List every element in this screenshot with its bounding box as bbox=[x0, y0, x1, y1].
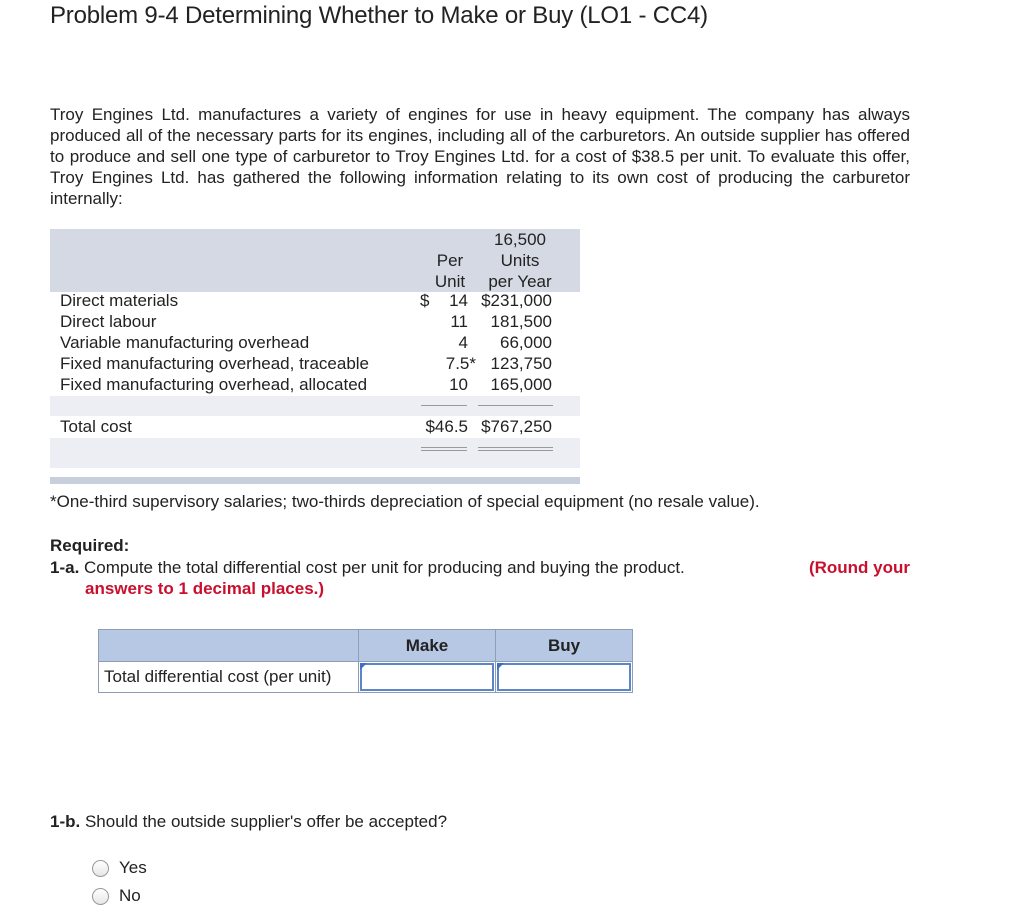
total-double-rule-year-b bbox=[478, 450, 553, 451]
required-heading: Required: bbox=[50, 536, 130, 555]
cost-table-footer-band bbox=[50, 477, 580, 484]
subtotal-rule-unit bbox=[421, 405, 467, 406]
question-1a-text: Compute the total differential cost per unit for producing and buying the product. bbox=[84, 558, 685, 577]
option-yes-label: Yes bbox=[119, 858, 147, 877]
question-1b-text: Should the outside supplier's offer be accepted? bbox=[84, 812, 448, 831]
buy-answer-input[interactable] bbox=[496, 662, 633, 693]
radio-no[interactable] bbox=[92, 888, 109, 905]
cost-row-variable-overhead: Variable manufacturing overhead 4 66,000 bbox=[60, 333, 552, 352]
make-input-flag-icon bbox=[360, 663, 367, 670]
column-header-buy: Buy bbox=[496, 630, 633, 662]
total-double-rule-unit-a bbox=[421, 447, 467, 448]
rounding-note-end: answers to 1 decimal places.) bbox=[85, 579, 325, 598]
cost-row-direct-labour: Direct labour 11 181,500 bbox=[60, 312, 552, 331]
cost-total-spacer bbox=[50, 438, 580, 468]
header-per-unit: Per Unit bbox=[434, 251, 466, 291]
option-no[interactable] bbox=[92, 886, 141, 906]
problem-intro: Troy Engines Ltd. manufactures a variety of engines for use in heavy equipment. The company has always produced all of the necessary parts for its engines, including all of the carburetors. An outside supplier has offered to produce and sell one type of carburetor to Troy Engines Ltd. for a cost of $38.5 per unit. To evaluate this offer, Troy Engines Ltd. has gathered the following information relating to its own cost of producing the carburetor internally: bbox=[50, 105, 910, 208]
header-per-year: 16,500 Units per Year bbox=[488, 230, 552, 291]
cost-row-direct-materials: Direct materials $ 14 $231,000 bbox=[60, 291, 552, 310]
radio-yes[interactable] bbox=[92, 860, 109, 877]
buy-input-field[interactable] bbox=[497, 663, 631, 691]
cost-spacer-row bbox=[50, 396, 580, 416]
answer-row-label: Total differential cost (per unit) bbox=[99, 662, 359, 693]
column-header-make: Make bbox=[359, 630, 496, 662]
make-answer-input[interactable] bbox=[359, 662, 496, 693]
question-1b bbox=[50, 812, 447, 832]
answer-grid-corner bbox=[99, 630, 359, 662]
make-input-field[interactable] bbox=[360, 663, 494, 691]
total-double-rule-year-a bbox=[478, 447, 553, 448]
footnote: *One-third supervisory salaries; two-thirds depreciation of special equipment (no resale value). bbox=[50, 492, 760, 511]
question-1b-number: 1-b. bbox=[50, 812, 81, 831]
answer-grid bbox=[98, 629, 633, 693]
buy-input-flag-icon bbox=[497, 663, 504, 670]
cost-row-total: Total cost $46.5 $767,250 bbox=[60, 417, 552, 436]
rounding-note-start: (Round your bbox=[808, 558, 910, 577]
option-yes[interactable] bbox=[92, 858, 147, 878]
option-no-label: No bbox=[119, 886, 141, 905]
page-title: Problem 9-4 Determining Whether to Make or Buy (LO1 - CC4) bbox=[50, 2, 708, 29]
question-1a bbox=[50, 557, 910, 599]
cost-table bbox=[50, 229, 580, 485]
cost-row-fixed-traceable: Fixed manufacturing overhead, traceable 7.5* 123,750 bbox=[60, 354, 552, 373]
total-double-rule-unit-b bbox=[421, 450, 467, 451]
cost-row-fixed-allocated: Fixed manufacturing overhead, allocated 10 165,000 bbox=[60, 375, 552, 394]
question-1a-number: 1-a. bbox=[50, 558, 80, 577]
subtotal-rule-year bbox=[478, 405, 553, 406]
